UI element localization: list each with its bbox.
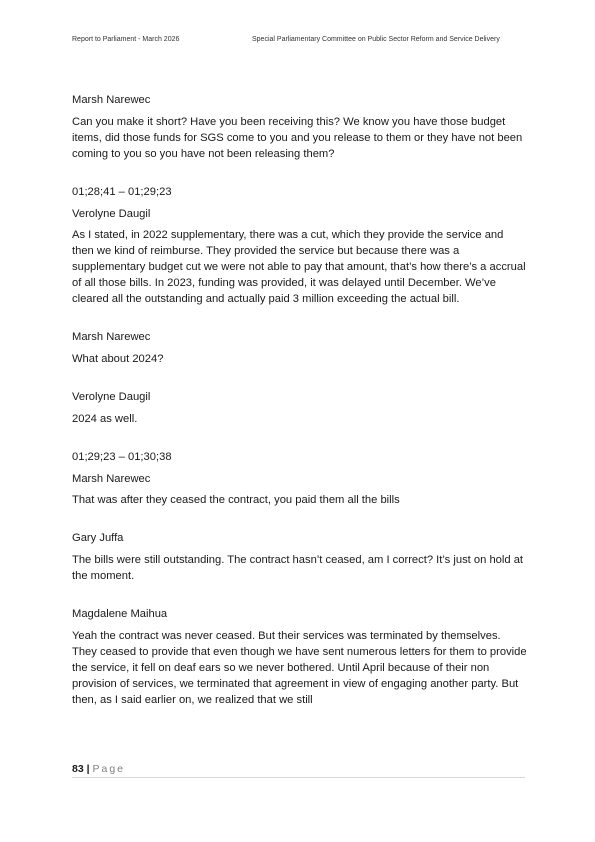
speaker-statement: 2024 as well. [72, 412, 138, 425]
transcript-body [72, 93, 527, 708]
header-committee-name: Special Parliamentary Committee on Public Sector Reform and Service Delivery [252, 36, 500, 43]
transcript-entry [72, 607, 527, 708]
speaker-statement: Can you make it short? Have you been receiving this? We know you have those budget items, did those funds for SGS come to you and you release to them or they have not been coming to you so you have not been releasing them? [72, 115, 523, 160]
speaker-statement: The bills were still outstanding. The contract hasn’t ceased, am I correct? It’s just on hold at the moment. [72, 554, 524, 583]
transcript-entry [72, 450, 527, 510]
timestamp: 01;29;23 – 01;30;38 [72, 450, 172, 463]
speaker-statement: What about 2024? [72, 352, 164, 365]
header-report-title: Report to Parliament - March 2026 [72, 36, 180, 43]
speaker-name: Gary Juffa [72, 532, 124, 545]
transcript-entry [72, 390, 527, 428]
transcript-entry [72, 93, 527, 163]
page-number: 83 [72, 763, 84, 775]
page-separator: | [86, 763, 90, 775]
speaker-name: Magdalene Maihua [72, 608, 168, 621]
speaker-name: Verolyne Daugil [72, 390, 151, 403]
transcript-entry [72, 330, 527, 368]
transcript-entry [72, 185, 527, 308]
speaker-name: Marsh Narewec [72, 472, 151, 485]
speaker-name: Marsh Narewec [72, 94, 151, 106]
speaker-statement: Yeah the contract was never ceased. But their services was terminated by themselves. They ceased to provide that even though we have sent numerous letters for them to provide the service, it fell on deaf ears so we never bothered. Until April because of their non provision of services, we terminated that agreement in view of engaging another party. But then, as I said earlier on, we realized that we still [72, 629, 527, 706]
speaker-name: Marsh Narewec [72, 330, 151, 343]
page-footer [72, 763, 525, 778]
transcript-entry [72, 531, 527, 585]
speaker-statement: As I stated, in 2022 supplementary, there was a cut, which they provide the service and then we kind of reimburse. They provided the service but because there was a supplementary budget cut we were not able to pay that amount, that’s how there’s a accrual of all those bills. In 2023, funding was provided, it was delayed until December. We’ve cleared all the outstanding and actually paid 3 million exceeding the actual bill. [72, 229, 526, 306]
speaker-statement: That was after they ceased the contract, you paid them all the bills [72, 494, 400, 507]
page-label: Page [92, 763, 126, 775]
timestamp: 01;28;41 – 01;29;23 [72, 185, 172, 198]
speaker-name: Verolyne Daugil [72, 207, 151, 220]
